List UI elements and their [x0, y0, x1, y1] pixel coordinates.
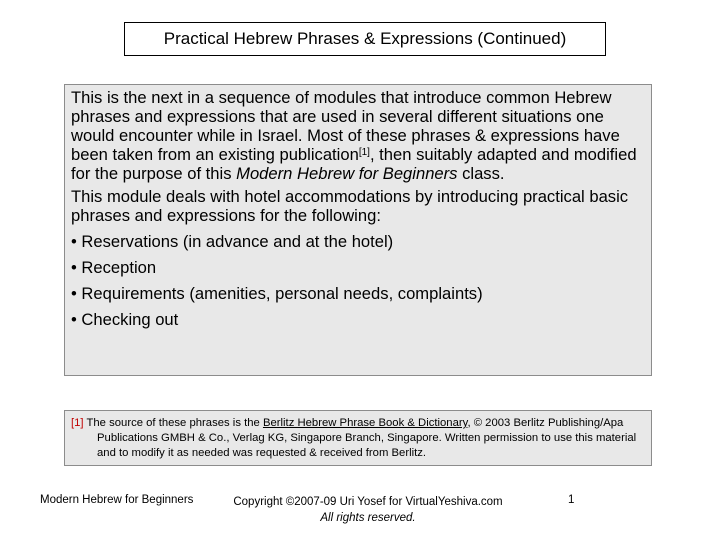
- page-number: 1: [568, 494, 575, 506]
- rights-line: All rights reserved.: [320, 512, 416, 524]
- footnote-reference: [1]: [358, 147, 370, 158]
- bullet-item-reservations: • Reservations (in advance and at the hotel): [71, 232, 394, 251]
- intro-text-part1: This is the next in a sequence of modules that introduce common Hebrew phrases and expressions that are used in several different situations one would encounter while in Israel. Most of these phrases & expressions have been taken from an existing publication: [71, 88, 620, 164]
- module-description: This module deals with hotel accommodations by introducing practical basic phrases and expressions for the following:: [71, 187, 629, 225]
- intro-text-part3: class.: [457, 164, 505, 183]
- footnote-box: [64, 410, 652, 466]
- footnote-text-before: The source of these phrases is the: [83, 417, 263, 429]
- footnote-text: [71, 416, 645, 461]
- main-content-box: [64, 84, 652, 376]
- footer-course-name: Modern Hebrew for Beginners: [40, 494, 194, 506]
- copyright-line: Copyright ©2007-09 Uri Yosef for VirtualYeshiva.com: [233, 496, 503, 508]
- slide-title: [124, 22, 606, 56]
- bullet-item-requirements: • Requirements (amenities, personal needs, complaints): [71, 284, 483, 303]
- footnote-marker: [1]: [71, 417, 84, 429]
- book-title-link: Berlitz Hebrew Phrase Book & Dictionary: [262, 417, 468, 429]
- bullet-item-reception: • Reception: [71, 258, 157, 277]
- slide-title-text: Practical Hebrew Phrases & Expressions (Continued): [163, 29, 567, 48]
- intro-text-part2: , then suitably adapted and modified for the purpose of this: [71, 145, 637, 183]
- footer-copyright: [210, 494, 526, 526]
- intro-paragraph: [71, 88, 646, 183]
- bullet-item-checking-out: • Checking out: [71, 310, 179, 329]
- class-name: Modern Hebrew for Beginners: [236, 164, 458, 183]
- footnote-text-after: , © 2003 Berlitz Publishing/Apa Publications GMBH & Co., Verlag KG, Singapore Branch, Singapore. Written permission to use this material and to modify it as needed was requested & received from Berlitz.: [97, 417, 637, 459]
